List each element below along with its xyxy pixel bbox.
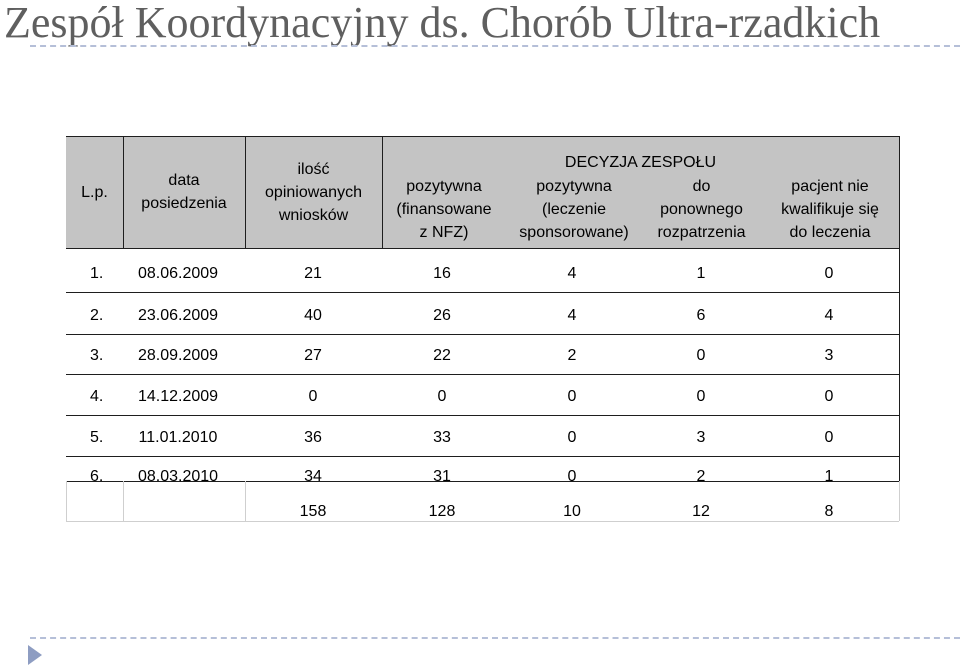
header-reconsider-l1: do xyxy=(692,178,711,195)
row-divider xyxy=(66,374,899,375)
header-date-l1: data xyxy=(168,172,200,189)
header-not-qualified-l1: pacjent nie xyxy=(791,178,869,195)
total-value: 10 xyxy=(563,503,581,520)
header-positive-nfz-l3: z NFZ) xyxy=(419,224,469,241)
row-date: 23.06.2009 xyxy=(137,307,219,324)
row-value: 2 xyxy=(567,347,577,364)
row-value: 0 xyxy=(824,388,834,405)
header-not-qualified-l3: do leczenia xyxy=(789,224,871,241)
total-value: 128 xyxy=(428,503,456,520)
row-value: 26 xyxy=(433,307,451,324)
row-value: 36 xyxy=(304,429,322,446)
header-divider xyxy=(245,136,246,248)
header-not-qualified-l2: kwalifikuje się xyxy=(781,201,879,218)
header-reconsider xyxy=(642,136,761,244)
row-value: 40 xyxy=(304,307,322,324)
row-divider xyxy=(66,334,899,335)
row-divider xyxy=(66,292,899,293)
header-lp xyxy=(66,136,123,248)
total-value: 158 xyxy=(299,503,327,520)
row-value: 3 xyxy=(696,429,706,446)
row-number: 3. xyxy=(90,347,104,364)
row-value: 0 xyxy=(824,265,834,282)
row-value: 2 xyxy=(696,468,706,485)
row-value: 31 xyxy=(433,468,451,485)
row-value: 6 xyxy=(696,307,706,324)
row-value: 1 xyxy=(824,468,834,485)
header-decision-group: DECYZJA ZESPOŁU xyxy=(564,154,717,171)
totals-divider xyxy=(66,481,67,521)
row-value: 27 xyxy=(304,347,322,364)
row-date: 11.01.2010 xyxy=(138,429,218,446)
total-value: 8 xyxy=(824,503,834,520)
row-number: 2. xyxy=(90,307,104,324)
header-count-l2: opiniowanych xyxy=(265,183,362,201)
row-value: 16 xyxy=(433,265,451,282)
table-top-border xyxy=(66,136,899,137)
header-positive-nfz-l2: (finansowane xyxy=(396,201,492,218)
row-value: 3 xyxy=(824,347,834,364)
header-reconsider-l2: ponownego xyxy=(660,201,743,218)
row-date: 08.03.2010 xyxy=(137,468,219,485)
row-value: 1 xyxy=(696,265,706,282)
header-date xyxy=(123,136,245,248)
header-divider xyxy=(123,136,124,248)
header-lp-label: L.p. xyxy=(81,183,108,201)
row-value: 21 xyxy=(304,265,322,282)
row-number: 5. xyxy=(90,429,104,446)
row-value: 0 xyxy=(824,429,834,446)
header-bottom-border xyxy=(66,248,899,249)
row-divider xyxy=(66,481,899,482)
footer-divider xyxy=(30,637,960,639)
triangle-bullet-icon xyxy=(28,645,42,665)
row-value: 0 xyxy=(696,388,706,405)
header-count-l1: ilość xyxy=(297,160,330,178)
row-value: 0 xyxy=(308,388,318,405)
row-value: 0 xyxy=(567,388,577,405)
header-not-qualified xyxy=(761,136,899,244)
row-value: 4 xyxy=(824,307,834,324)
row-number: 1. xyxy=(90,265,104,282)
title-divider xyxy=(30,45,960,47)
row-date: 28.09.2009 xyxy=(137,347,219,364)
row-date: 14.12.2009 xyxy=(137,388,219,405)
row-number: 6. xyxy=(90,468,104,485)
row-divider xyxy=(66,456,899,457)
totals-divider xyxy=(123,481,124,521)
header-positive-sponsored xyxy=(506,136,642,244)
table-right-border xyxy=(899,136,900,481)
header-positive-nfz-l1: pozytywna xyxy=(406,178,482,195)
row-value: 34 xyxy=(304,468,322,485)
header-divider xyxy=(382,136,383,248)
header-positive-sponsored-l2: (leczenie xyxy=(541,201,607,218)
row-date: 08.06.2009 xyxy=(137,265,219,282)
row-divider xyxy=(66,415,899,416)
header-positive-sponsored-l1: pozytywna xyxy=(536,178,612,195)
header-count xyxy=(245,136,382,248)
header-reconsider-l3: rozpatrzenia xyxy=(657,224,746,241)
row-value: 33 xyxy=(433,429,451,446)
header-date-l2: posiedzenia xyxy=(141,195,227,212)
header-count-l3: wniosków xyxy=(278,206,349,224)
row-value: 0 xyxy=(567,429,577,446)
totals-divider xyxy=(899,481,900,521)
total-value: 12 xyxy=(692,503,710,520)
totals-divider xyxy=(245,481,246,521)
row-value: 0 xyxy=(567,468,577,485)
totals-bottom-border xyxy=(66,521,899,522)
header-positive-nfz xyxy=(382,136,506,244)
row-value: 22 xyxy=(433,347,451,364)
row-number: 4. xyxy=(90,388,104,405)
row-value: 4 xyxy=(567,265,577,282)
row-value: 0 xyxy=(437,388,447,405)
header-positive-sponsored-l3: sponsorowane) xyxy=(519,224,629,241)
slide-title: Zespół Koordynacyjny ds. Chorób Ultra-rzadkich xyxy=(4,0,881,47)
row-value: 0 xyxy=(696,347,706,364)
row-value: 4 xyxy=(567,307,577,324)
